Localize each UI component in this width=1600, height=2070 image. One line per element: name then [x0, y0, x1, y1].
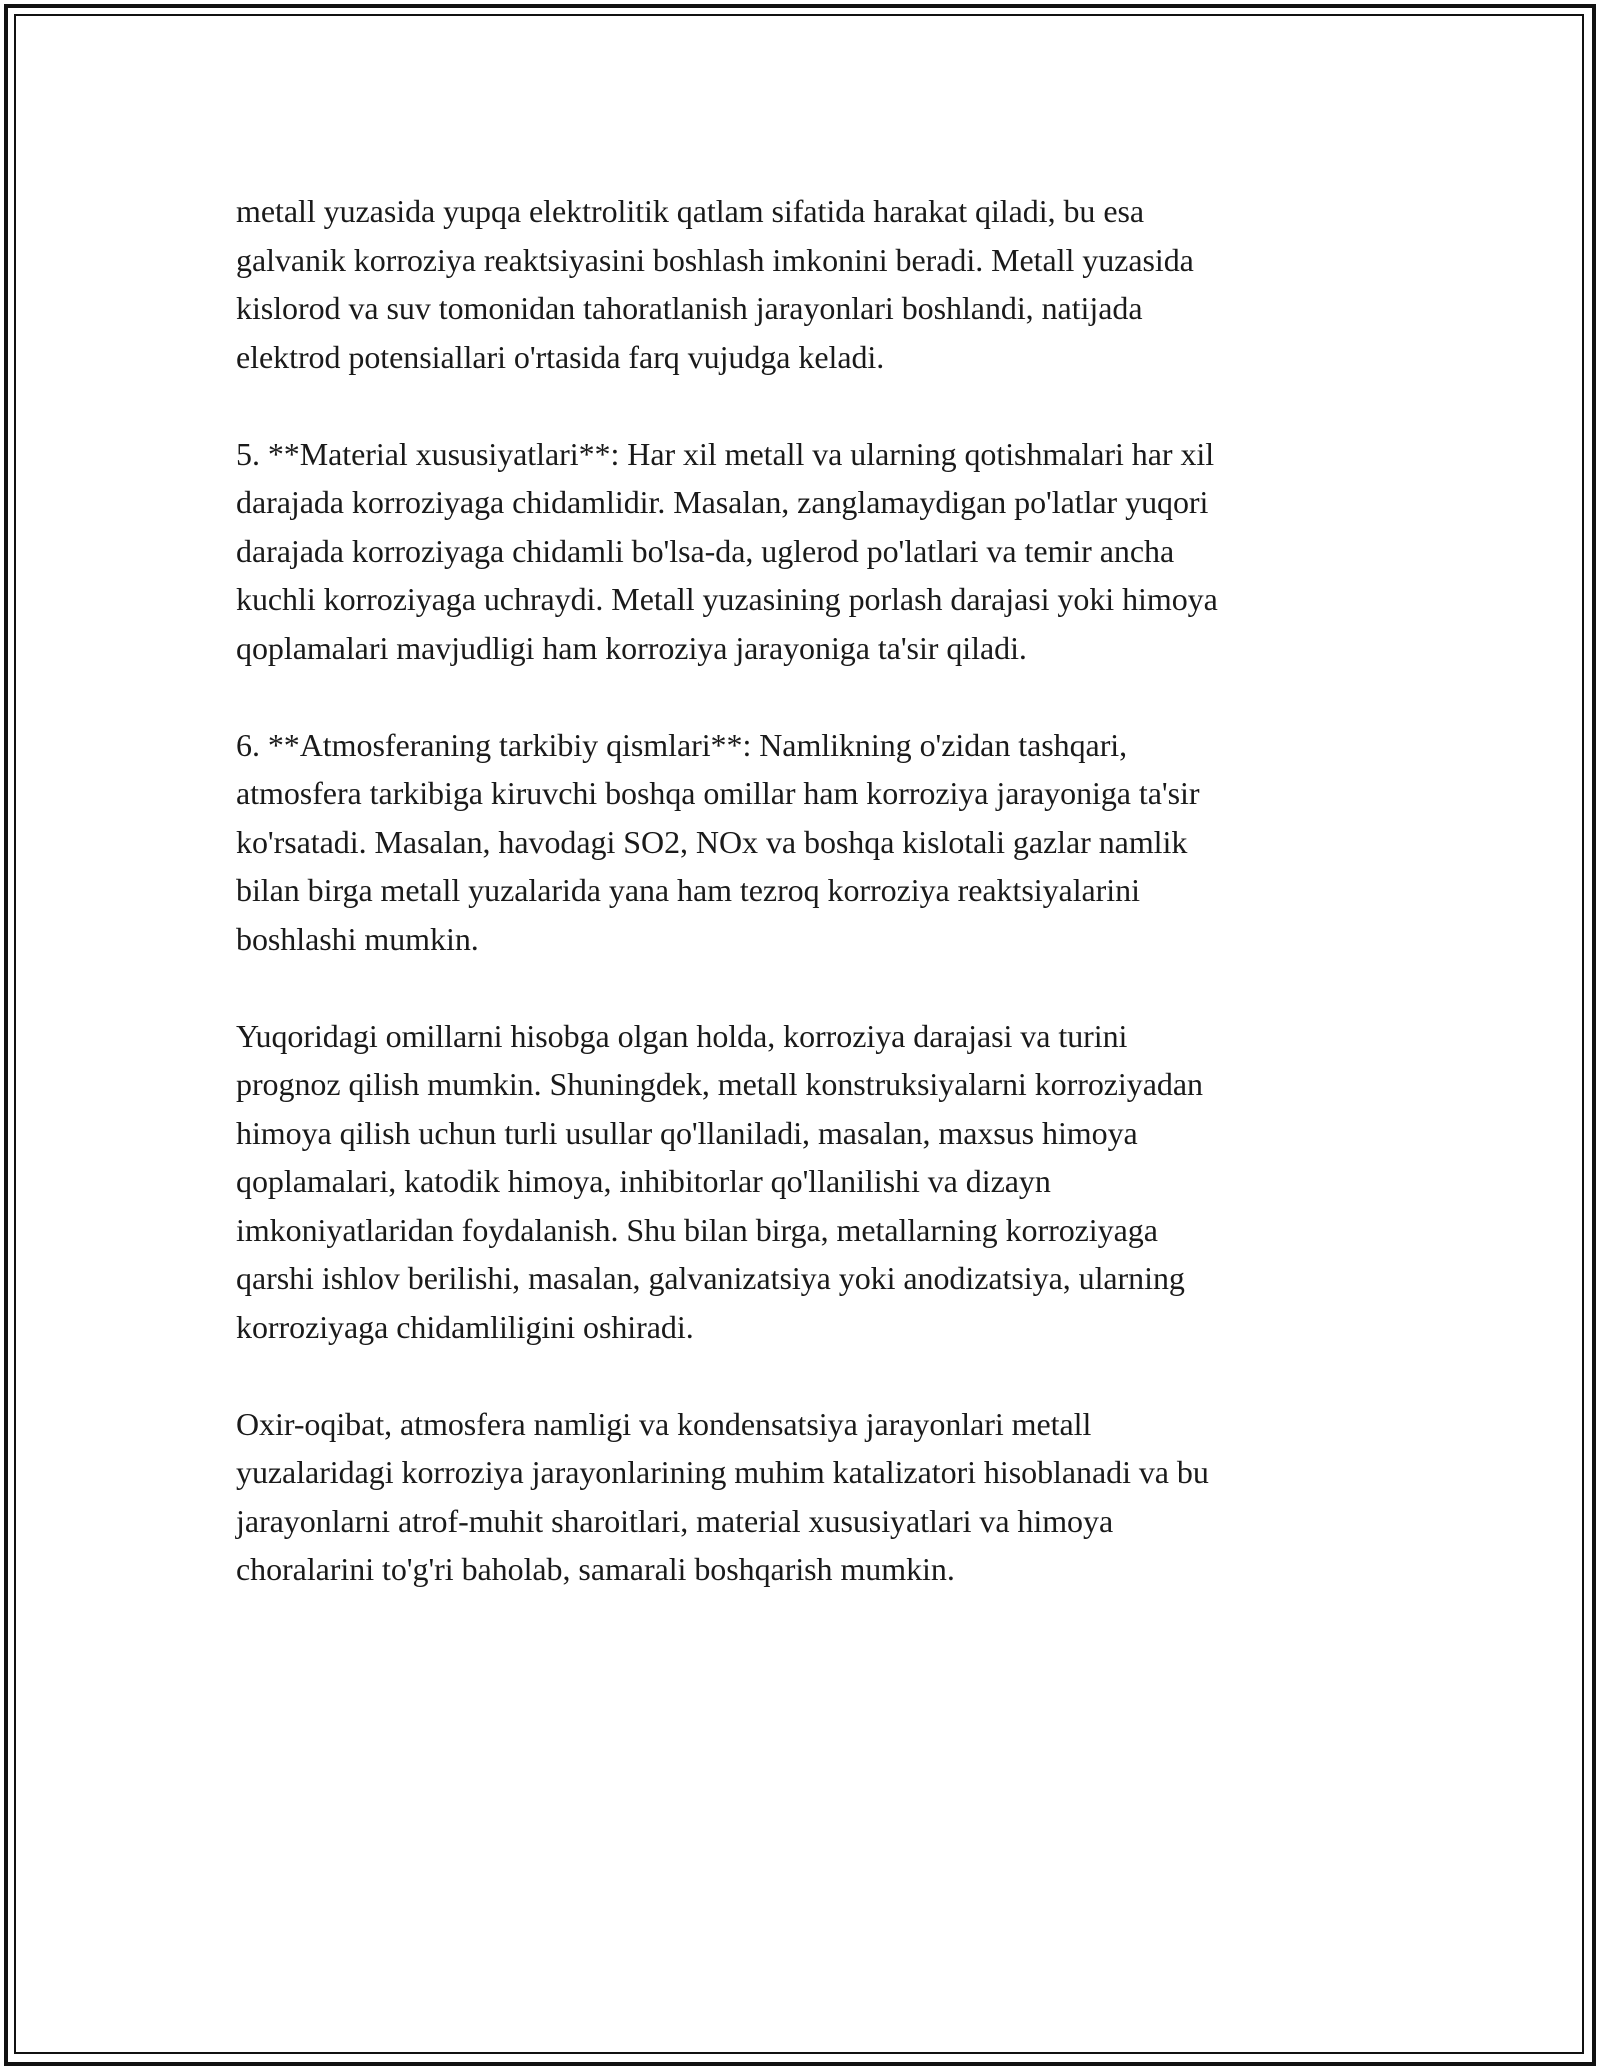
text-line: korroziyaga chidamliligini oshiradi. — [236, 1308, 694, 1345]
text-line: darajada korroziyaga chidamlidir. Masalan, zanglamaydigan po'latlar yuqori — [236, 484, 1209, 520]
text-line: 6. **Atmosferaning tarkibiy qismlari**: Namlikning o'zidan tashqari, — [236, 726, 1128, 763]
text-line: galvanik korroziya reaktsiyasini boshlash imkonini beradi. Metall yuzasida — [236, 241, 1194, 278]
text-line: kuchli korroziyaga uchraydi. Metall yuzasining porlash darajasi yoki himoya — [236, 581, 1218, 617]
paragraph-atmosphere-components — [236, 721, 1376, 964]
text-line: himoya qilish uchun turli usullar qo'llaniladi, masalan, maxsus himoya — [236, 1114, 1138, 1151]
text-line: atmosfera tarkibiga kiruvchi boshqa omillar ham korroziya jarayoniga ta'sir — [236, 775, 1200, 811]
text-line: Oxir-oqibat, atmosfera namligi va kondensatsiya jarayonlari metall — [236, 1405, 1092, 1442]
paragraph-conclusion — [236, 1400, 1376, 1594]
text-line: qoplamalari mavjudligi ham korroziya jarayoniga ta'sir qiladi. — [236, 629, 1027, 666]
text-line: boshlashi mumkin. — [236, 920, 479, 957]
text-line: kislorod va suv tomonidan tahoratlanish jarayonlari boshlandi, natijada — [236, 290, 1143, 326]
text-line: ko'rsatadi. Masalan, havodagi SO2, NOx va boshqa kislotali gazlar namlik — [236, 823, 1188, 860]
text-line: Yuqoridagi omillarni hisobga olgan holda, korroziya darajasi va turini — [236, 1017, 1128, 1054]
document-body — [236, 187, 1376, 1642]
text-line: qarshi ishlov berilishi, masalan, galvanizatsiya yoki anodizatsiya, ularning — [236, 1260, 1185, 1296]
paragraph-continuation — [236, 187, 1376, 381]
text-line: prognoz qilish mumkin. Shuningdek, metall konstruksiyalarni korroziyadan — [236, 1066, 1203, 1102]
paragraph-material-properties — [236, 430, 1376, 673]
text-line: bilan birga metall yuzalarida yana ham tezroq korroziya reaktsiyalarini — [236, 872, 1140, 908]
text-line: qoplamalari, katodik himoya, inhibitorlar qo'llanilishi va dizayn — [236, 1163, 1051, 1199]
text-line: choralarini to'g'ri baholab, samarali boshqarish mumkin. — [236, 1551, 955, 1587]
text-line: metall yuzasida yupqa elektrolitik qatlam sifatida harakat qiladi, bu esa — [236, 193, 1145, 229]
text-line: imkoniyatlaridan foydalanish. Shu bilan birga, metallarning korroziyaga — [236, 1211, 1158, 1248]
text-line: darajada korroziyaga chidamli bo'lsa-da, uglerod po'latlari va temir ancha — [236, 532, 1175, 569]
text-line: yuzalaridagi korroziya jarayonlarining muhim katalizatori hisoblanadi va bu — [236, 1454, 1209, 1490]
text-line: 5. **Material xususiyatlari**: Har xil metall va ularning qotishmalari har xil — [236, 435, 1215, 472]
paragraph-prediction-protection — [236, 1012, 1376, 1352]
text-line: jarayonlarni atrof-muhit sharoitlari, material xususiyatlari va himoya — [236, 1502, 1114, 1539]
text-line: elektrod potensiallari o'rtasida farq vujudga keladi. — [236, 338, 885, 375]
